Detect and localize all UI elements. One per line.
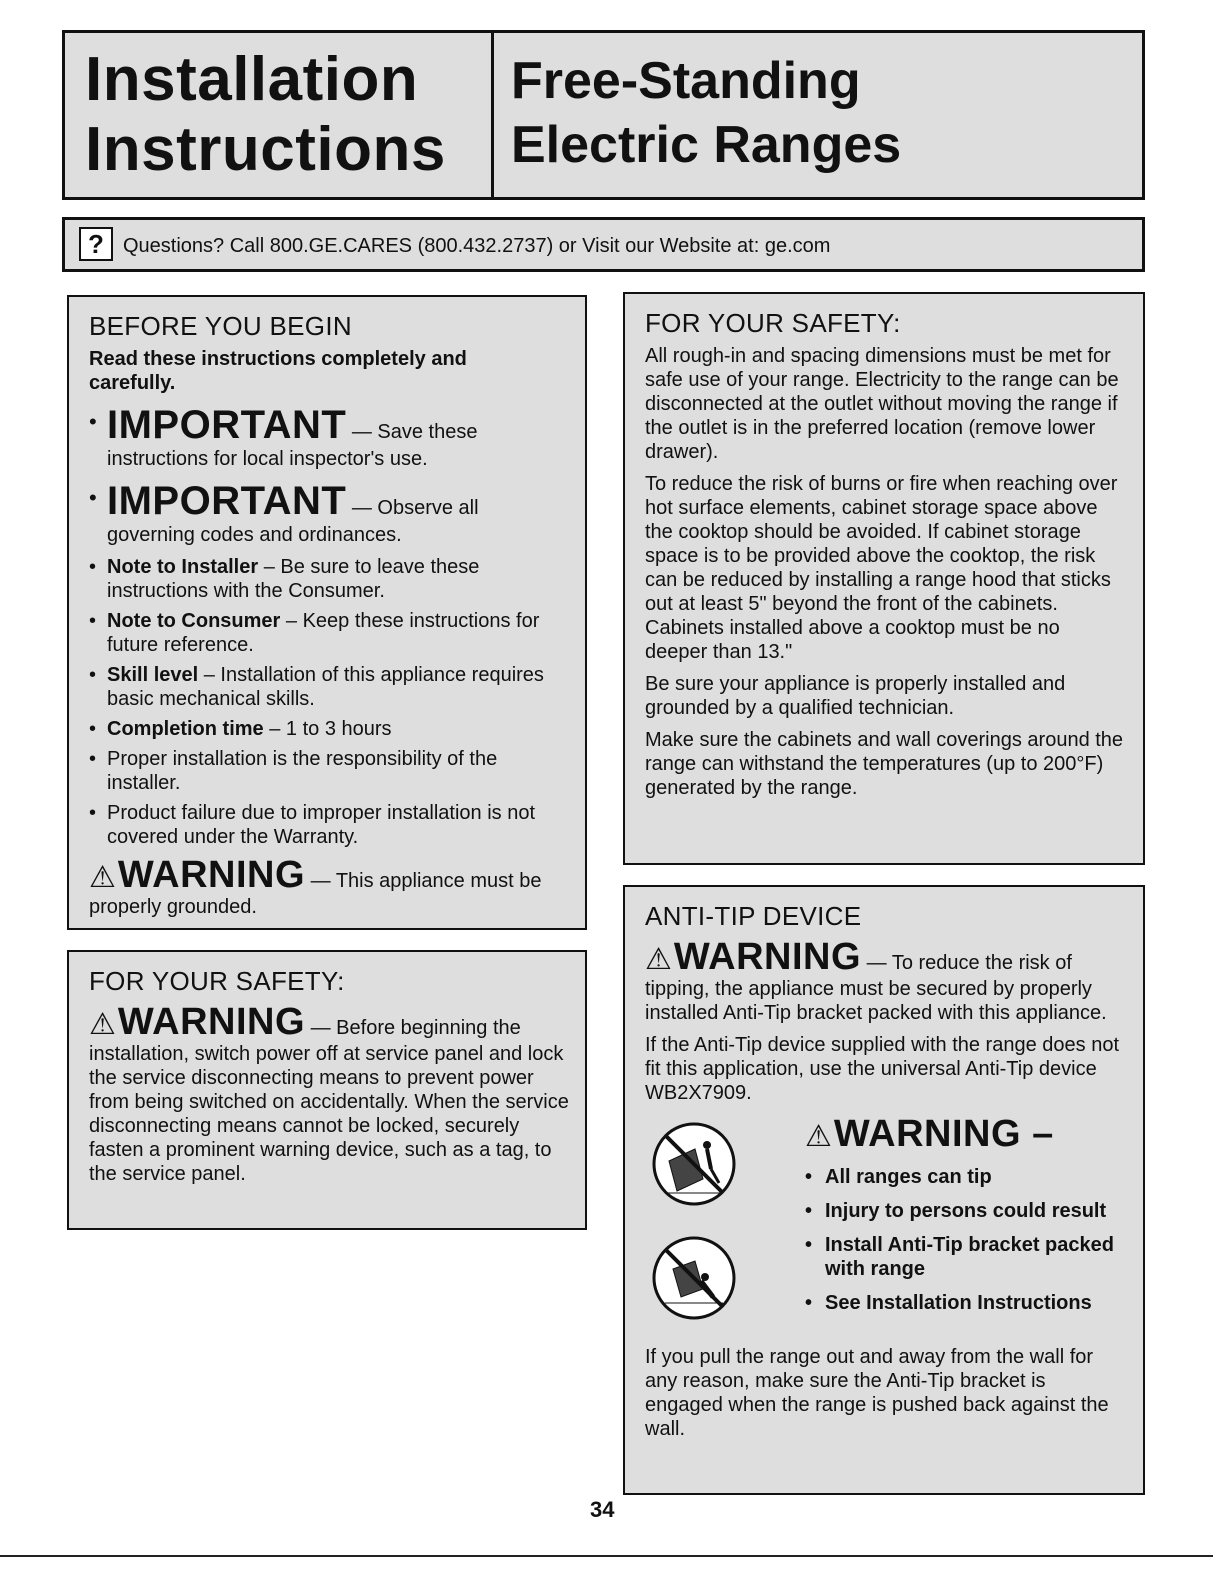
list-item [805, 1165, 1145, 1189]
list-item-label: Completion time [107, 718, 264, 740]
list-item [805, 1291, 1145, 1315]
warning-triangle-icon: ⚠ [89, 1008, 116, 1041]
warning-text: — Before beginning the installation, switch power off at service panel and lock the service disconnecting means to prevent power from being switched on accidentally. When the service disconnecting means cannot be locked, securely fasten a prominent warning device, such as a tag, to the service panel. [89, 1017, 569, 1185]
list-item [89, 717, 569, 741]
bullet-icon: • [89, 748, 97, 770]
bullet-icon: • [89, 718, 97, 740]
page-title [85, 45, 446, 185]
title-line-2: Instructions [85, 115, 446, 184]
bullet-icon: • [805, 1200, 813, 1222]
important-item-1 [89, 403, 569, 471]
important-text: — Save these instructions for local inspector's use. [107, 421, 478, 470]
bullet-icon: • [89, 664, 97, 686]
important-label: IMPORTANT [107, 403, 347, 447]
list-item-text: – Installation of this appliance requires basic mechanical skills. [107, 664, 544, 710]
list-item [805, 1233, 1145, 1281]
question-icon: ? [79, 227, 113, 261]
bullet-icon: • [89, 802, 97, 824]
anti-tip-paragraph-1: If the Anti-Tip device supplied with the range does not fit this application, use the universal Anti-Tip device WB2X7909. [645, 1034, 1119, 1104]
safety-panel-right [623, 292, 1145, 865]
safety-paragraph-3: Be sure your appliance is properly installed and grounded by a qualified technician. [645, 673, 1066, 719]
list-item-text: – Be sure to leave these instructions with the Consumer. [107, 556, 480, 602]
warning-text: — This appliance must be properly grounded. [89, 870, 542, 918]
bullet-icon: • [89, 610, 97, 632]
list-item-text: Injury to persons could result [825, 1200, 1107, 1222]
list-item-label: Note to Consumer [107, 610, 281, 632]
bullet-icon: • [89, 409, 97, 434]
page-subtitle [511, 49, 901, 177]
safety-paragraph-1: All rough-in and spacing dimensions must be met for safe use of your range. Electricity to the range can be disconnected at the outlet without moving the range if the outlet is in the preferred location (remove lower drawer). [645, 345, 1119, 463]
bullet-icon: • [805, 1166, 813, 1188]
safety-panel-left [67, 950, 587, 1230]
anti-tip-panel [623, 885, 1145, 1495]
warning-triangle-icon: ⚠ [805, 1120, 832, 1153]
warning-triangle-icon: ⚠ [89, 861, 116, 894]
header-banner [62, 30, 1145, 200]
bullet-icon: • [805, 1292, 813, 1314]
tip-warning-list [805, 1165, 1145, 1315]
before-you-begin-panel [67, 295, 587, 930]
list-item [89, 663, 569, 711]
list-item [805, 1199, 1145, 1223]
safety-heading: FOR YOUR SAFETY: [645, 308, 901, 338]
list-item-label: Note to Installer [107, 556, 259, 578]
list-item [89, 555, 569, 603]
bullet-icon: • [805, 1234, 813, 1256]
list-item [89, 747, 569, 795]
anti-tip-warning [645, 937, 1127, 1025]
important-text: — Observe all governing codes and ordinances. [107, 497, 479, 546]
warning-text: — To reduce the risk of tipping, the appliance must be secured by properly installed Anti-Tip bracket packed with this appliance. [645, 952, 1107, 1024]
list-item-text: Install Anti-Tip bracket packed with range [825, 1234, 1114, 1280]
list-item-text: Proper installation is the responsibility of the installer. [107, 748, 498, 794]
safety-paragraph-4: Make sure the cabinets and wall coverings around the range can withstand the temperatures (up to 200°F) generated by the range. [645, 729, 1124, 799]
list-item-label: Skill level [107, 664, 199, 686]
anti-tip-heading: ANTI-TIP DEVICE [645, 901, 862, 931]
warning-triangle-icon: ⚠ [645, 943, 672, 976]
tipping-range-icon [651, 1121, 737, 1207]
warning-label: WARNING [673, 936, 862, 978]
warning-label: WARNING [117, 1001, 306, 1043]
footer-divider [0, 1555, 1213, 1557]
tip-warning-text [805, 1113, 1145, 1321]
safety-heading: FOR YOUR SAFETY: [89, 966, 345, 996]
safety-paragraph-2: To reduce the risk of burns or fire when reaching over hot surface elements, cabinet storage space above the cooktop should be avoided. If cabinet storage space is to be provided above the cooktop, the risk can be reduced by installing a range hood that sticks out at least 5" beyond the front of the cabinets. Cabinets installed above a cooktop must be no deeper than 13." [645, 473, 1118, 663]
warning-label: WARNING [833, 1113, 1022, 1155]
before-heading: BEFORE YOU BEGIN [89, 311, 352, 341]
questions-text: Questions? Call 800.GE.CARES (800.432.2737) or Visit our Website at: ge.com [123, 235, 831, 257]
list-item-text: – 1 to 3 hours [263, 718, 392, 740]
bullet-icon: • [89, 485, 97, 510]
ground-warning [89, 855, 569, 919]
list-item-text: All ranges can tip [825, 1166, 992, 1188]
tipping-range-child-icon [651, 1235, 737, 1321]
subtitle-line-1: Free-Standing [511, 52, 861, 110]
questions-bar [62, 217, 1145, 272]
list-item-text: See Installation Instructions [825, 1292, 1092, 1314]
title-line-1: Installation [85, 45, 419, 114]
warning-label: WARNING [117, 854, 306, 896]
important-label: IMPORTANT [107, 479, 347, 523]
subtitle-line-2: Electric Ranges [511, 116, 902, 174]
list-item-text: – Keep these instructions for future reference. [107, 610, 540, 656]
warning-dash: – [1021, 1113, 1054, 1155]
anti-tip-paragraph-2: If you pull the range out and away from the wall for any reason, make sure the Anti-Tip bracket is engaged when the range is pushed back against the wall. [645, 1346, 1109, 1440]
power-warning [89, 1002, 569, 1186]
important-item-2 [89, 479, 569, 547]
list-item [89, 609, 569, 657]
list-item [89, 801, 569, 849]
bullet-icon: • [89, 556, 97, 578]
tip-warning-block [645, 1113, 1127, 1335]
before-intro: Read these instructions completely and carefully. [89, 348, 467, 394]
list-item-text: Product failure due to improper installation is not covered under the Warranty. [107, 802, 536, 848]
page-number: 34 [590, 1497, 615, 1522]
header-title-block [65, 33, 494, 197]
